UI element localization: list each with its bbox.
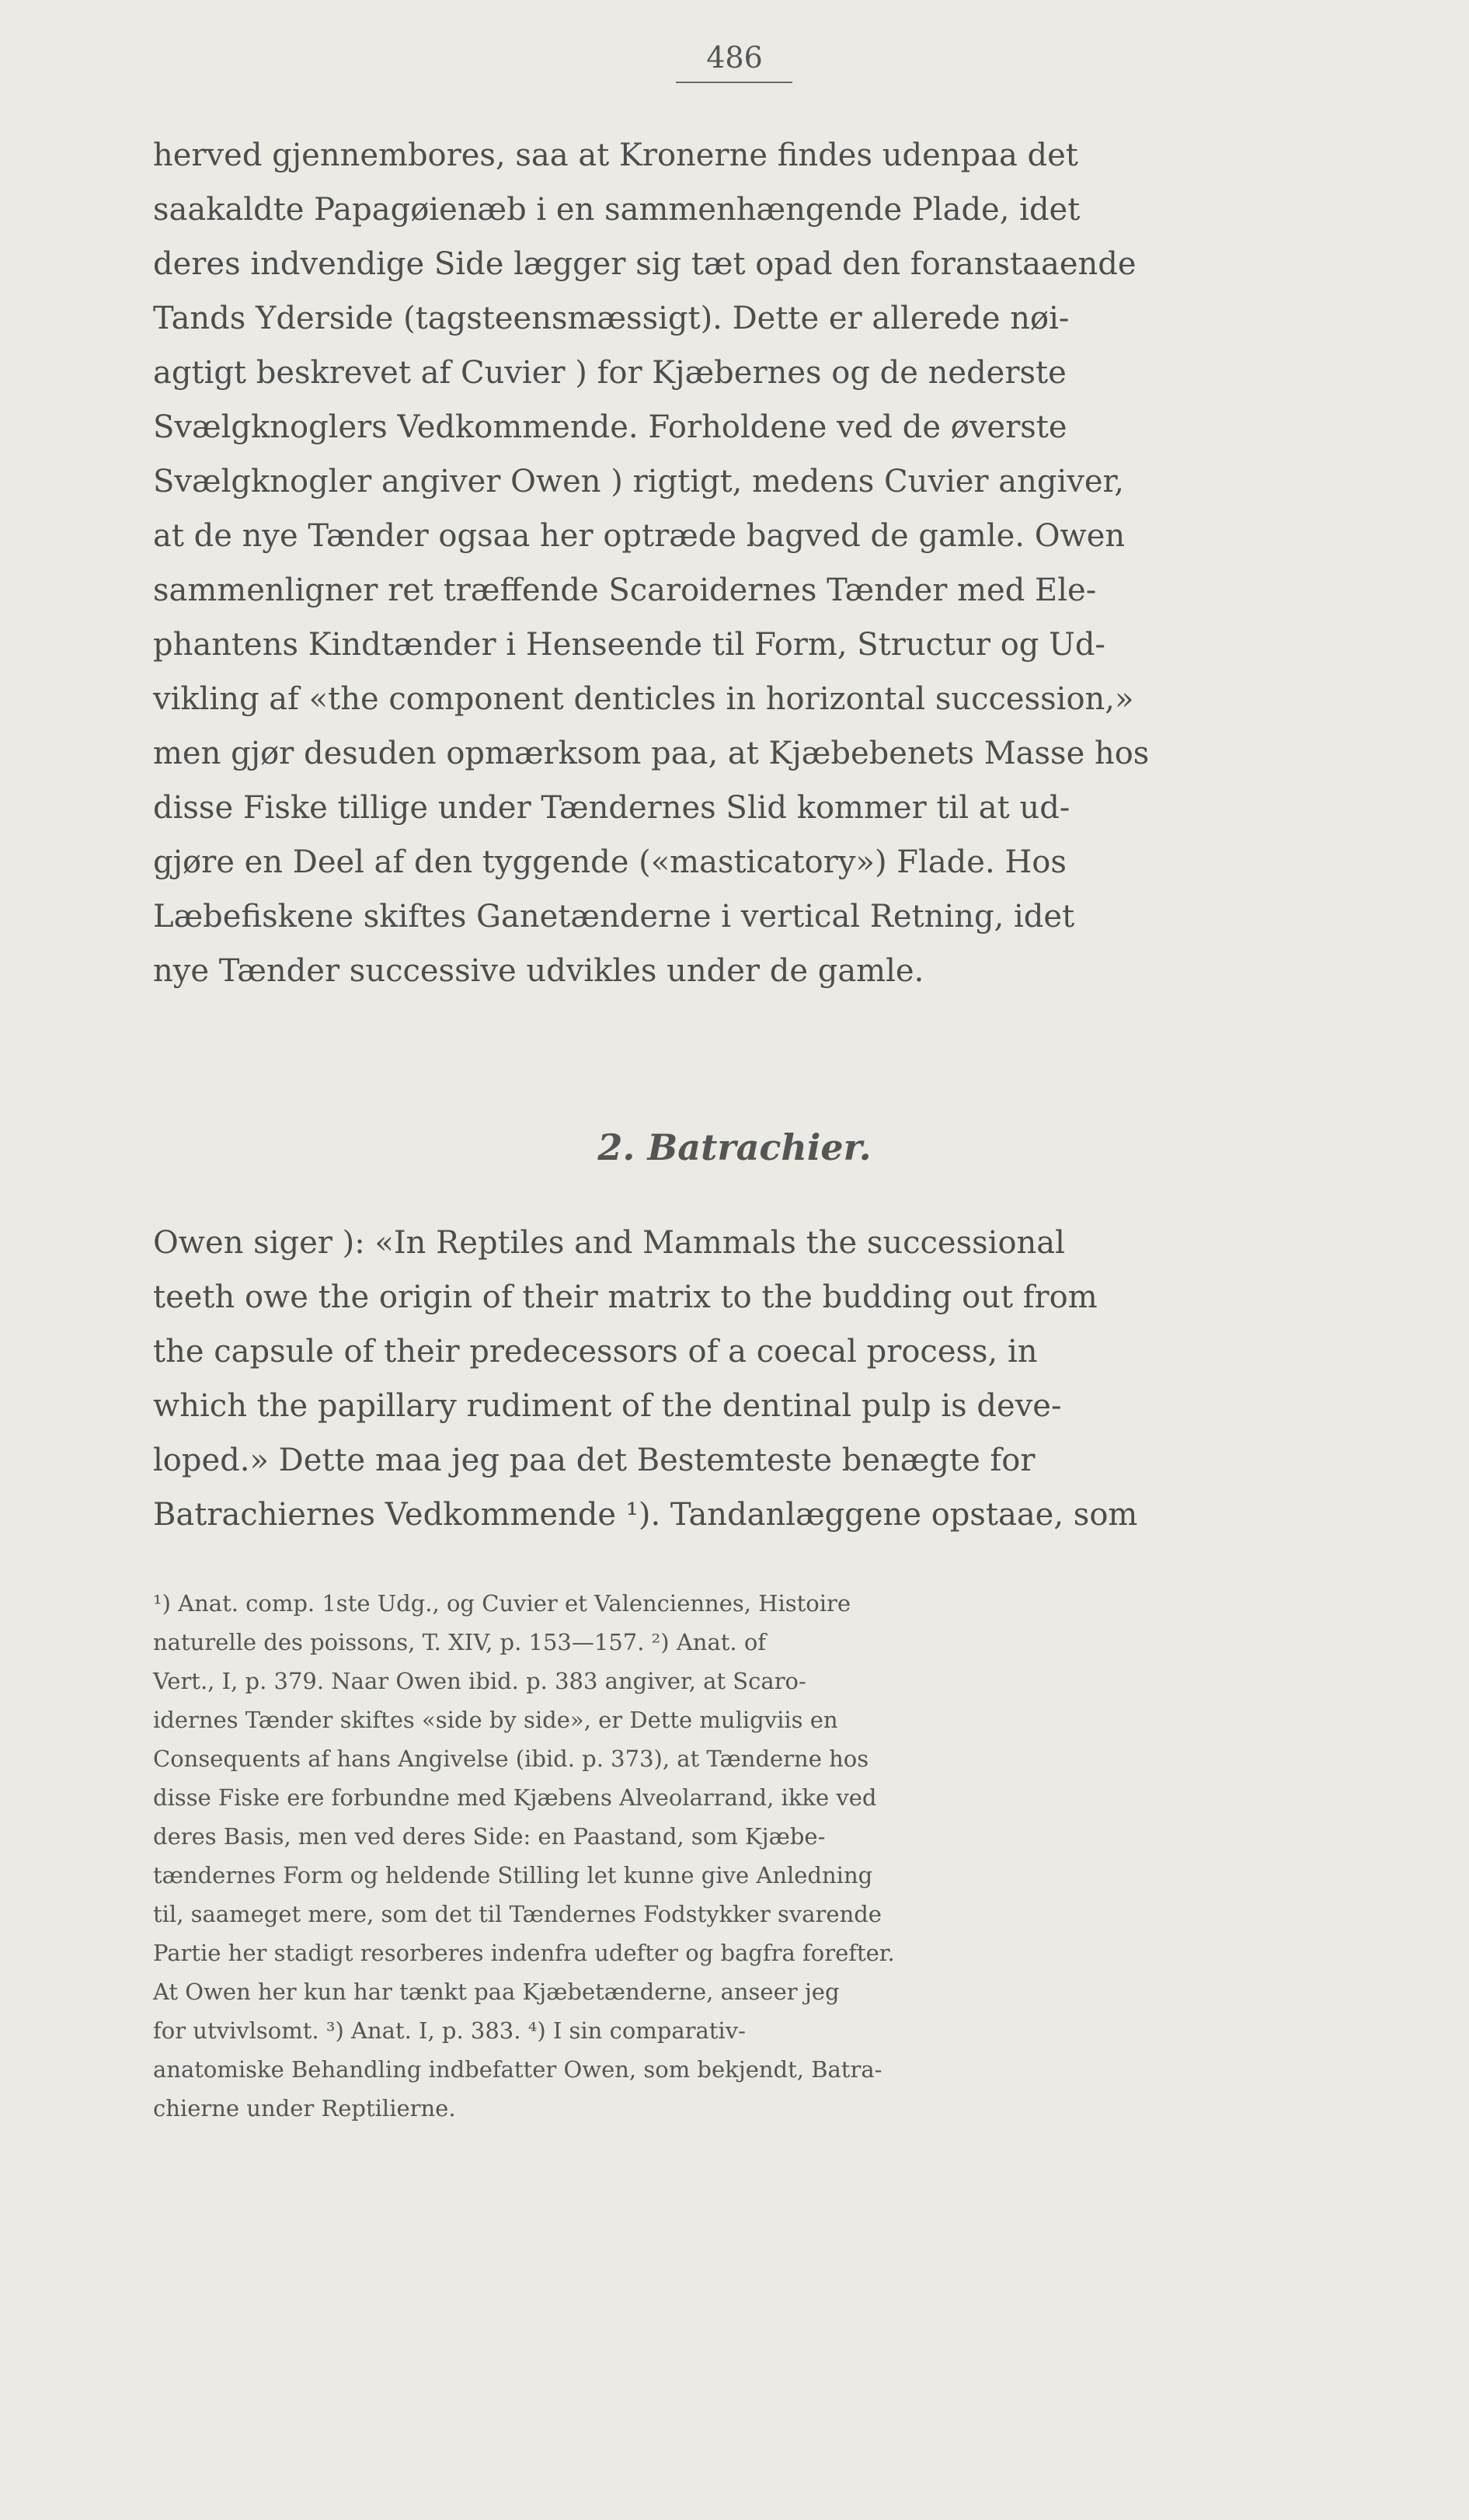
text-line: deres indvendige Side lægger sig tæt opad den foranstaaende (153, 246, 1137, 282)
text-line: the capsule of their predecessors of a coecal process, in (153, 1334, 1038, 1370)
text-line: Tands Yderside (tagsteensmæssigt). Dette er allerede nøi- (153, 301, 1070, 336)
text-line: at de nye Tænder ogsaa her optræde bagved de gamle. Owen (153, 518, 1126, 554)
footnote-line: Partie her stadigt resorberes indenfra udefter og bagfra forefter. (153, 1940, 895, 1966)
text-line: Owen siger ): «In Reptiles and Mammals the successional (153, 1225, 1065, 1261)
footnote-line: naturelle des poissons, T. XIV, p. 153—157. ²) Anat. of (153, 1629, 767, 1655)
footnote-line: Consequents af hans Angivelse (ibid. p. 373), at Tænderne hos (153, 1746, 869, 1772)
footnote-line: ¹) Anat. comp. 1ste Udg., og Cuvier et Valenciennes, Histoire (153, 1590, 851, 1617)
section-heading: 2. Batrachier. (597, 1126, 872, 1168)
text-line: loped.» Dette maa jeg paa det Bestemteste benægte for (153, 1443, 1036, 1478)
text-line: Svælgknoglers Vedkommende. Forholdene ved de øverste (153, 409, 1067, 445)
footnote-line: til, saameget mere, som det til Tændernes Fodstykker svarende (153, 1901, 882, 1927)
text-line: Svælgknogler angiver Owen ) rigtigt, medens Cuvier angiver, (153, 464, 1124, 499)
footnote-line: disse Fiske ere forbundne med Kjæbens Alveolarrand, ikke ved (153, 1784, 877, 1811)
text-line: gjøre en Deel af den tyggende («masticatory») Flade. Hos (153, 844, 1067, 880)
footnote-line: deres Basis, men ved deres Side: en Paastand, som Kjæbe- (153, 1823, 826, 1850)
page-number-rule (676, 82, 792, 83)
footnote-line: tændernes Form og heldende Stilling let kunne give Anledning (153, 1862, 873, 1888)
text-line: Læbefiskene skiftes Ganetænderne i vertical Retning, idet (153, 899, 1075, 935)
text-line: disse Fiske tillige under Tændernes Slid kommer til at ud- (153, 790, 1070, 826)
text-line: phantens Kindtænder i Henseende til Form, Structur og Ud- (153, 627, 1105, 663)
footnote-line: At Owen her kun har tænkt paa Kjæbetænderne, anseer jeg (153, 1979, 840, 2005)
text-line: agtigt beskrevet af Cuvier ) for Kjæbernes og de nederste (153, 355, 1067, 391)
text-line: saakaldte Papagøienæb i en sammenhængende Plade, idet (153, 192, 1081, 228)
text-line: sammenligner ret træffende Scaroidernes Tænder med Ele- (153, 573, 1097, 608)
page-number: 486 (706, 40, 763, 75)
text-line: men gjør desuden opmærksom paa, at Kjæbebenets Masse hos (153, 736, 1150, 771)
text-line: vikling af «the component denticles in horizontal succession,» (153, 681, 1134, 717)
footnote-line: idernes Tænder skiftes «side by side», er Dette muligviis en (153, 1707, 838, 1733)
footnote-line: chierne under Reptilierne. (153, 2095, 456, 2121)
footnote-line: anatomiske Behandling indbefatter Owen, som bekjendt, Batra- (153, 2056, 882, 2083)
text-line: which the papillary rudiment of the dentinal pulp is deve- (153, 1388, 1062, 1424)
footnote-line: for utvivlsomt. ³) Anat. I, p. 383. ⁴) I sin comparativ- (153, 2017, 746, 2044)
text-line: Batrachiernes Vedkommende ¹). Tandanlæggene opstaae, som (153, 1497, 1138, 1533)
footnote-line: Vert., I, p. 379. Naar Owen ibid. p. 383 angiver, at Scaro- (153, 1668, 806, 1694)
text-line: herved gjennembores, saa at Kronerne findes udenpaa det (153, 137, 1078, 173)
text-line: teeth owe the origin of their matrix to the budding out from (153, 1279, 1098, 1315)
text-line: nye Tænder successive udvikles under de gamle. (153, 953, 924, 989)
